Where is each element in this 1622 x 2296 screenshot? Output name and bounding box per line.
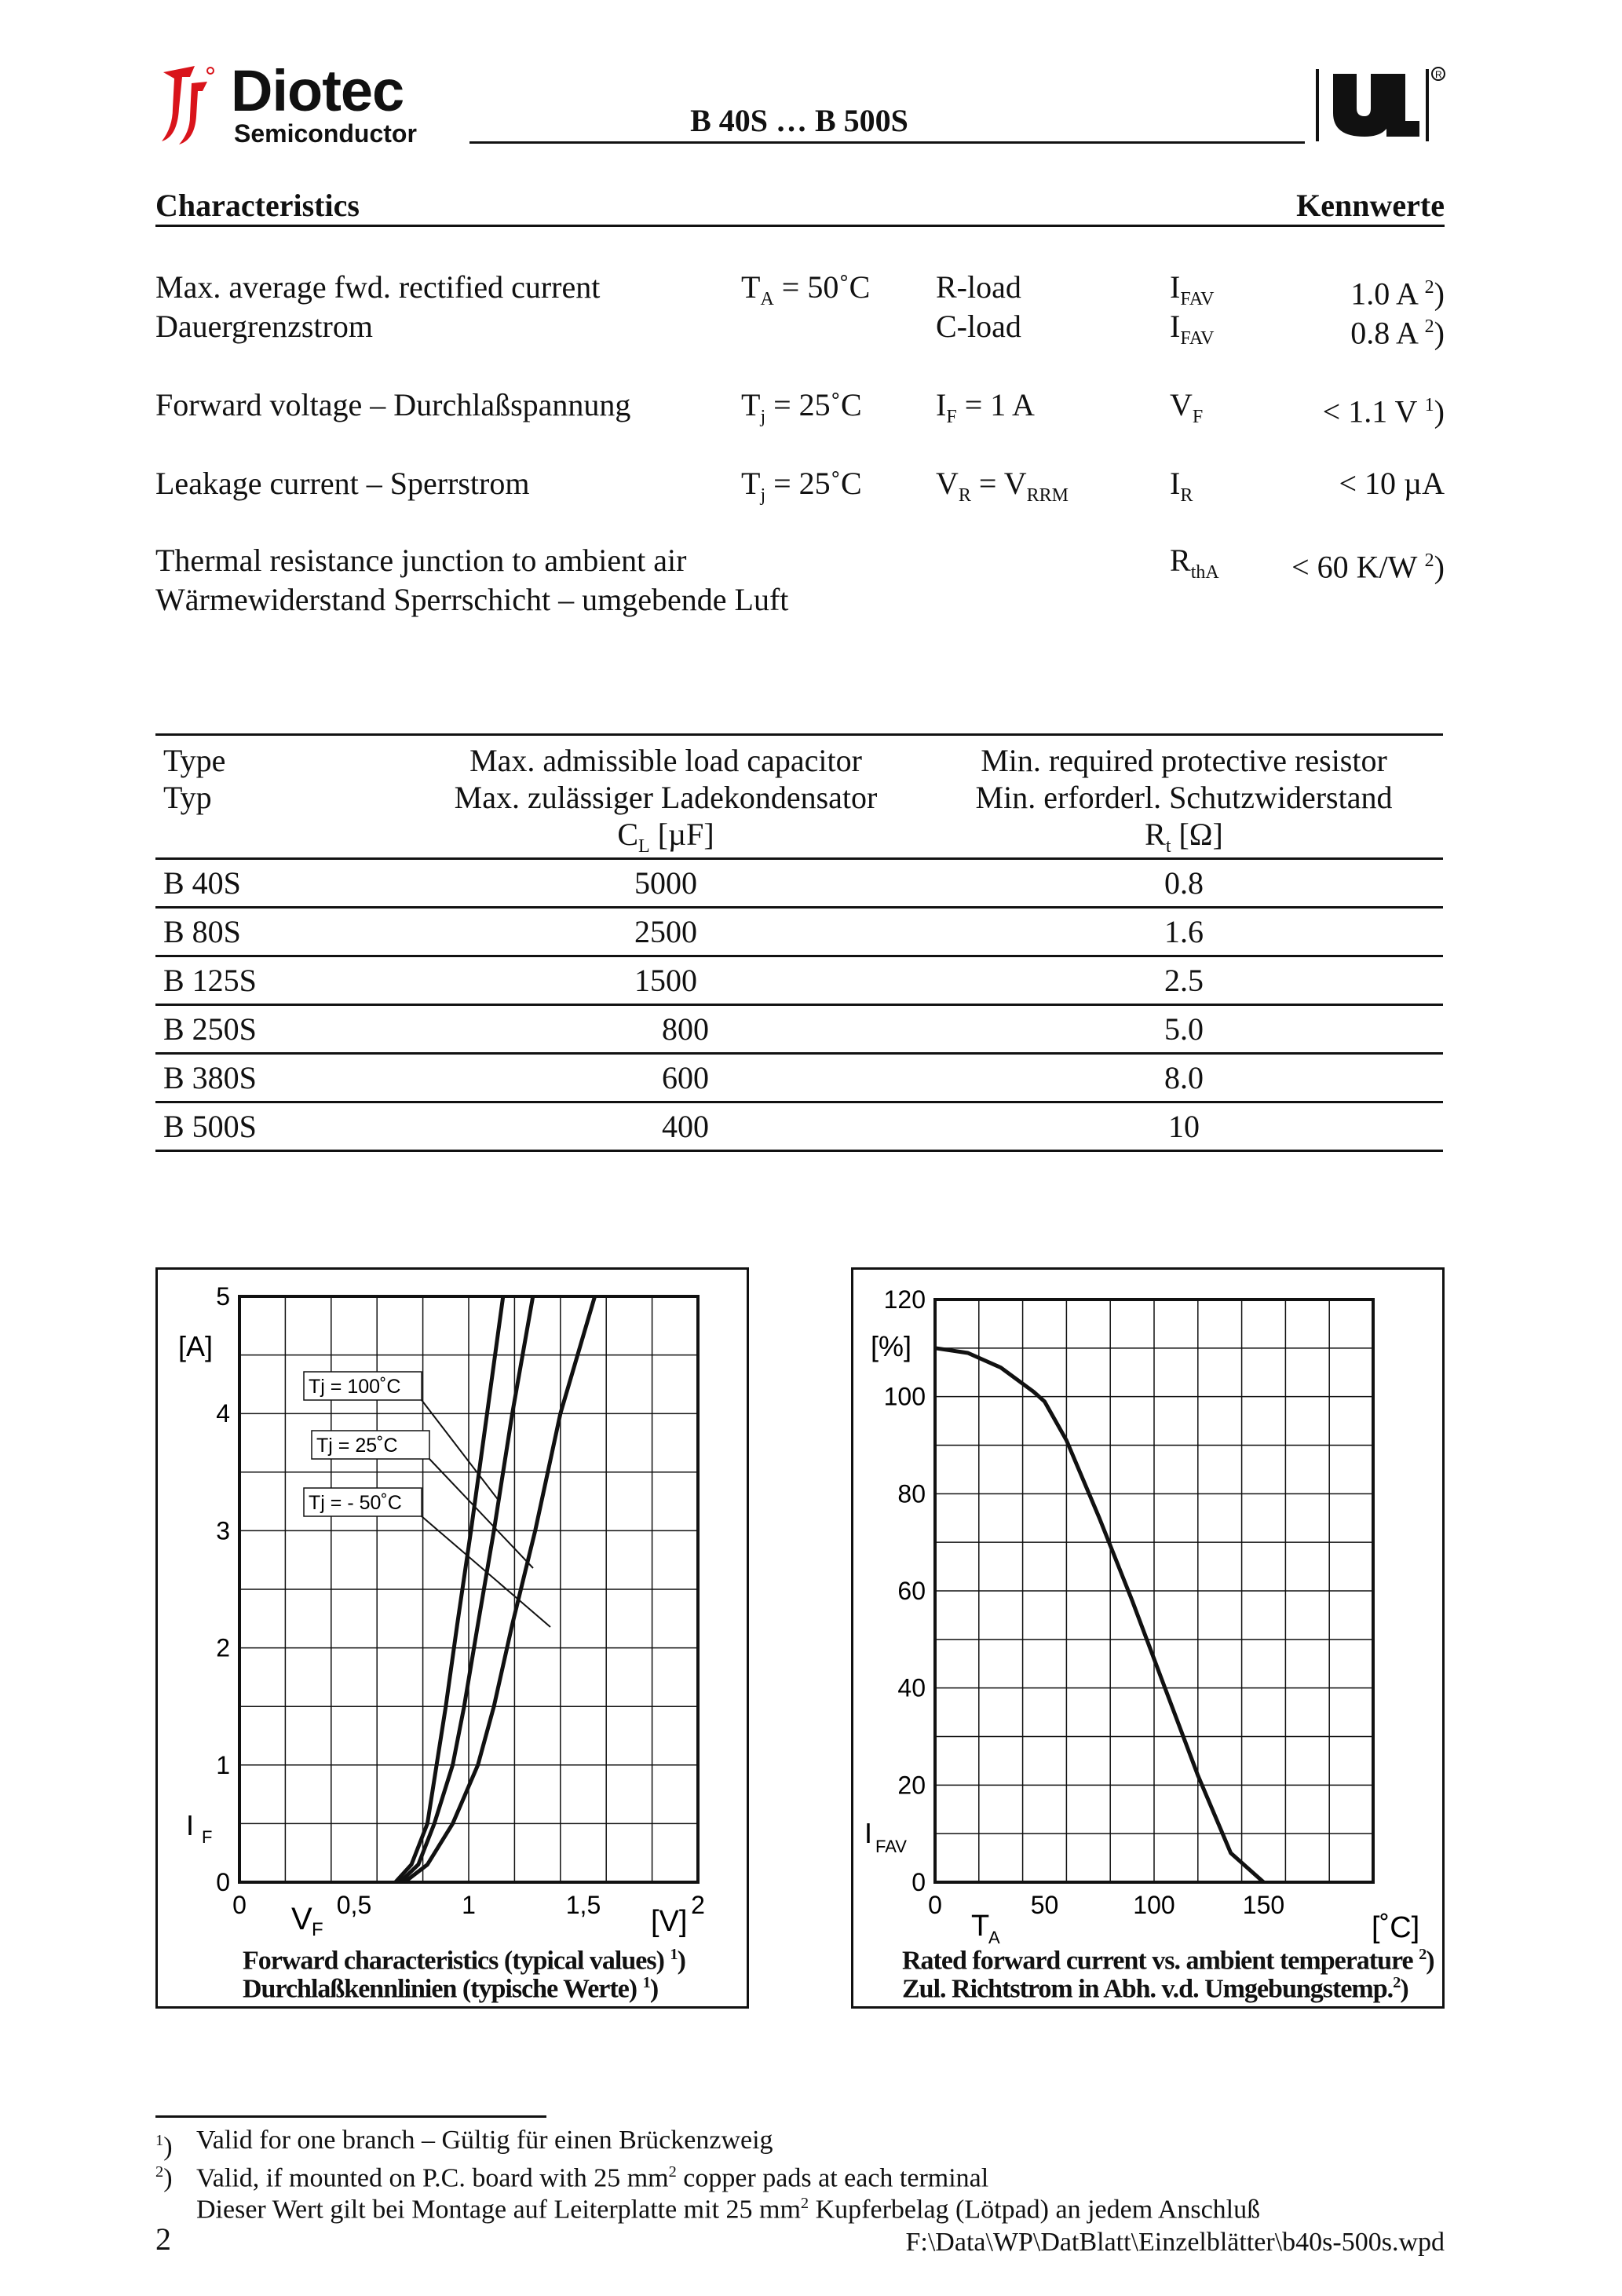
product-title: B 40S … B 500S	[690, 103, 908, 138]
y-tick-label: 40	[897, 1673, 926, 1702]
resistor-cell: 8.0	[925, 1054, 1443, 1102]
x-tick-label: 100	[1133, 1891, 1175, 1919]
spec-label: Thermal resistance junction to ambient air	[155, 543, 687, 578]
spec-value: 1.0 A $^2$)	[1350, 276, 1445, 312]
forward-characteristics-plot	[158, 1270, 747, 2006]
spec-condition: $I_F = 1$ A	[936, 387, 1035, 427]
spec-label: Wärmewiderstand Sperrschicht – umgebende Luft	[155, 582, 789, 617]
spec-value: 0.8 A $^2$)	[1350, 315, 1445, 351]
y-tick-label: 1	[216, 1750, 230, 1779]
spec-value: < 60 K/W $^2$)	[1291, 549, 1445, 585]
diotec-logo	[155, 58, 438, 148]
spec-value: < 1.1 V $^1$)	[1322, 393, 1445, 430]
legend-label: Tj = 100˚C	[309, 1376, 401, 1398]
x-tick-label: 50	[1030, 1891, 1059, 1919]
chart-caption-en: Rated forward current vs. ambient temperature $^2$)	[902, 1946, 1434, 1976]
file-path: F:\Data\WP\DatBlatt\Einzelblätter\b40s-500s.wpd	[905, 2228, 1445, 2257]
footnote-text: Valid for one branch – Gültig für einen Brückenzweig	[196, 2126, 773, 2155]
svg-text:R: R	[1435, 69, 1442, 80]
capacitor-cell: 5000	[407, 859, 925, 908]
x-tick-label: 0	[232, 1891, 247, 1919]
x-tick-label: 2	[691, 1891, 705, 1919]
table-row	[155, 1005, 1443, 1054]
x-axis-label-sub: F	[312, 1919, 323, 1940]
spec-label: Forward voltage – Durchlaßspannung	[155, 387, 631, 422]
y-tick-label: 0	[911, 1868, 926, 1896]
spec-symbol: $R_{thA}$	[1170, 543, 1219, 583]
y-tick-label: 3	[216, 1516, 230, 1545]
y-tick-label: 2	[216, 1633, 230, 1662]
chart-caption-en: Forward characteristics (typical values) $^1$)	[243, 1946, 685, 1976]
header-typ: Typ	[163, 780, 212, 815]
spec-condition: $T_j$ = 25˚C	[741, 466, 862, 506]
y-tick-label: 80	[897, 1479, 926, 1508]
section-rule	[155, 225, 1445, 227]
legend-label: Tj = 25˚C	[316, 1435, 398, 1457]
footnote-mark: $^1$)	[155, 2132, 173, 2162]
section-title-en: Characteristics	[155, 188, 360, 223]
ul-certification-mark	[1316, 64, 1449, 143]
spec-symbol: $I_R$	[1170, 466, 1193, 506]
table-header-cell	[925, 735, 1443, 859]
resistor-cell: 10	[925, 1102, 1443, 1151]
section-title-de: Kennwerte	[1296, 188, 1445, 223]
spec-label: Dauergrenzstrom	[155, 309, 373, 344]
rated-current-plot	[853, 1270, 1442, 2006]
type-table	[155, 733, 1443, 1152]
ul-mark-icon	[1316, 64, 1449, 143]
type-cell: B 80S	[155, 908, 407, 956]
footnote-text: Dieser Wert gilt bei Montage auf Leiterplatte mit 25 $mm^2$ Kupferbelag (Lötpad) an jedem Anschluß	[196, 2195, 1261, 2225]
spec-value: < 10 µA	[1339, 466, 1445, 501]
rated-current-chart	[851, 1267, 1445, 2009]
capacitor-cell: 1500	[407, 956, 925, 1005]
x-tick-label: 1,5	[565, 1891, 601, 1919]
spec-condition: $V_R = V_{RRM}$	[936, 466, 1069, 506]
spec-label: Max. average fwd. rectified current	[155, 269, 601, 305]
header-resistor-en: Min. required protective resistor	[981, 743, 1387, 778]
legend-leader-line	[429, 1459, 533, 1568]
x-axis-label-sub: A	[988, 1928, 1000, 1947]
y-axis-label: I	[864, 1817, 873, 1849]
spec-symbol: $I_{FAV}$	[1170, 309, 1215, 349]
chart-caption-de: Durchlaßkennlinien (typische Werte) $^1$)	[243, 1974, 659, 2004]
type-cell: B 250S	[155, 1005, 407, 1054]
footnote-rule	[155, 2115, 546, 2118]
x-unit-label: [˚C]	[1372, 1911, 1420, 1944]
spec-label: Leakage current – Sperrstrom	[155, 466, 530, 501]
y-tick-label: 20	[897, 1771, 926, 1800]
forward-characteristics-chart	[155, 1267, 749, 2009]
y-tick-label: 120	[883, 1285, 926, 1314]
y-axis-label-sub: F	[202, 1827, 213, 1847]
page-number: 2	[155, 2221, 171, 2257]
header-capacitor-unit: $C_L$ [µF]	[617, 817, 714, 857]
x-axis-label: V	[291, 1902, 312, 1936]
series-line	[935, 1348, 1264, 1882]
spec-condition: $T_j$ = 25˚C	[741, 387, 862, 427]
chart-caption-de: Zul. Richtstrom in Abh. v.d. Umgebungstemp.$^2$)	[902, 1974, 1408, 2004]
resistor-cell: 0.8	[925, 859, 1443, 908]
legend-label: Tj = - 50˚C	[309, 1492, 402, 1514]
type-cell: B 125S	[155, 956, 407, 1005]
x-tick-label: 150	[1242, 1891, 1285, 1919]
y-axis-label: I	[186, 1809, 195, 1841]
y-unit-label: [A]	[178, 1330, 214, 1362]
x-unit-label: [V]	[651, 1905, 688, 1938]
table-row	[155, 956, 1443, 1005]
brand-name: Diotec	[231, 58, 404, 123]
resistor-cell: 2.5	[925, 956, 1443, 1005]
type-cell: B 380S	[155, 1054, 407, 1102]
y-axis-label-sub: FAV	[875, 1837, 907, 1856]
header-resistor-de: Min. erforderl. Schutzwiderstand	[975, 780, 1393, 815]
table-row	[155, 859, 1443, 908]
legend-leader-line	[422, 1516, 550, 1627]
y-tick-label: 60	[897, 1577, 926, 1605]
spec-condition: C-load	[936, 309, 1021, 344]
footnote-mark: $^2$)	[155, 2163, 173, 2193]
table-row	[155, 1054, 1443, 1102]
header-capacitor-en: Max. admissible load capacitor	[469, 743, 862, 778]
capacitor-cell: 2500	[407, 908, 925, 956]
header-resistor-unit: $R_t$ [Ω]	[1145, 817, 1223, 857]
brand-subtitle: Semiconductor	[234, 119, 417, 148]
table-header-cell	[155, 735, 407, 859]
y-tick-label: 100	[883, 1382, 926, 1411]
footnote-text: Valid, if mounted on P.C. board with 25 $mm^2$ copper pads at each terminal	[196, 2163, 989, 2193]
spec-condition: R-load	[936, 269, 1021, 305]
capacitor-cell: 400	[407, 1102, 925, 1151]
header-rule	[469, 141, 1305, 144]
capacitor-cell: 600	[407, 1054, 925, 1102]
type-cell: B 40S	[155, 859, 407, 908]
spec-symbol: $V_F$	[1170, 387, 1204, 427]
y-tick-label: 0	[216, 1868, 230, 1896]
y-tick-label: 5	[216, 1282, 230, 1311]
y-tick-label: 4	[216, 1399, 230, 1428]
table-row	[155, 908, 1443, 956]
capacitor-cell: 800	[407, 1005, 925, 1054]
x-tick-label: 0	[928, 1891, 942, 1919]
spec-symbol: $I_{FAV}$	[1170, 269, 1215, 309]
x-axis-label: T	[971, 1910, 990, 1943]
header-type: Type	[163, 743, 226, 778]
resistor-cell: 5.0	[925, 1005, 1443, 1054]
resistor-cell: 1.6	[925, 908, 1443, 956]
spec-condition: $T_A$ = 50˚C	[741, 269, 871, 309]
y-unit-label: [%]	[871, 1330, 912, 1362]
diotec-logo-icon	[155, 61, 218, 148]
x-tick-label: 1	[462, 1891, 476, 1919]
x-tick-label: 0,5	[336, 1891, 372, 1919]
table-row	[155, 1102, 1443, 1151]
type-cell: B 500S	[155, 1102, 407, 1151]
table-header-cell	[407, 735, 925, 859]
header-capacitor-de: Max. zulässiger Ladekondensator	[454, 780, 878, 815]
